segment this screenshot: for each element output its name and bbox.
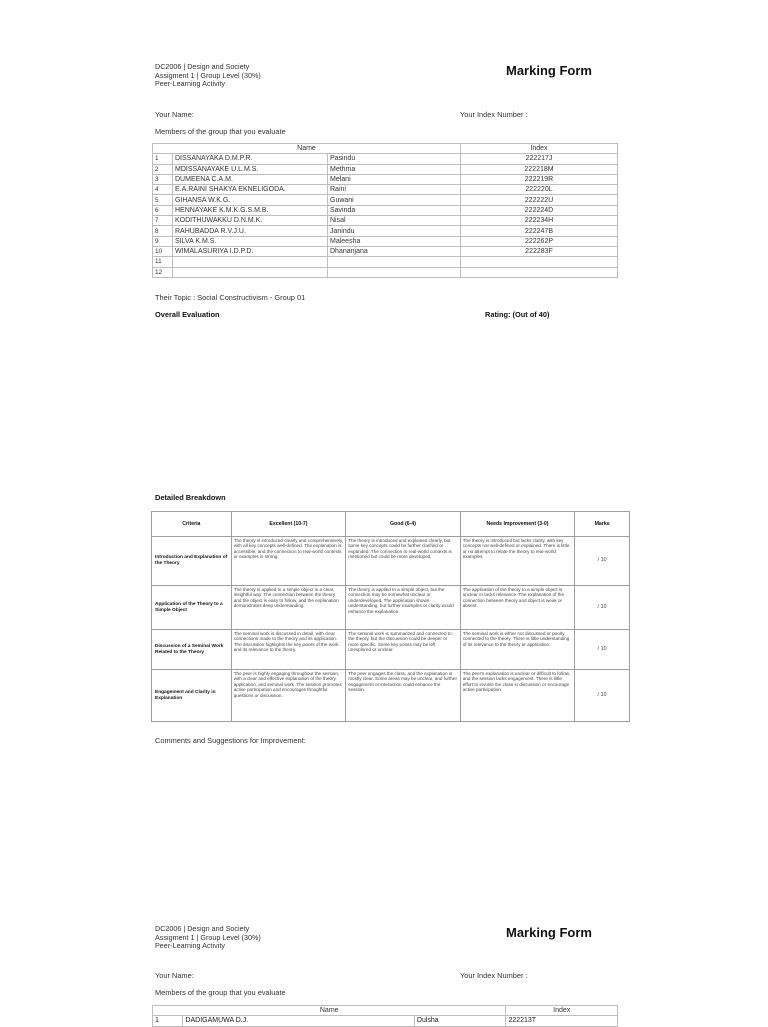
- member-short-name: [328, 267, 461, 277]
- member-full-name: HENNAYAKE K.M.K.G.S.M.B.: [173, 205, 328, 215]
- assignment-line: Assigment 1 | Group Level (30%): [155, 932, 261, 942]
- member-index: 222262P: [461, 236, 618, 246]
- member-number: 10: [153, 246, 173, 256]
- name-column-header: Name: [153, 144, 461, 154]
- good-cell: The theory is introduced and explained clearly, but some key concepts could be further clarified or expanded. The connection to real-world contexts is mentioned but could be more developed.: [346, 537, 461, 586]
- excellent-header: Excellent (10-7): [231, 512, 346, 537]
- member-number: 6: [153, 205, 173, 215]
- form-title-page2: Marking Form: [506, 925, 592, 940]
- course-code-line: DC2006 | Design and Society: [155, 62, 250, 71]
- needs-improvement-header: Needs Improvement (3-0): [460, 512, 574, 537]
- marks-cell: / 10: [575, 670, 630, 722]
- member-number: 11: [153, 257, 173, 267]
- member-row: [153, 195, 618, 205]
- member-number: 3: [153, 174, 173, 184]
- rubric-header-row: [152, 512, 630, 537]
- marks-header: Marks: [575, 512, 630, 537]
- comments-label: Comments and Suggestions for Improvement:: [155, 736, 306, 745]
- member-short-name: Guwani: [328, 195, 461, 205]
- form-title: Marking Form: [506, 63, 592, 78]
- excellent-cell: The theory is introduced clearly and comprehensively, with all key concepts well-defined. The explanation is accessible, and the connection to real-world contexts or examples is strong.: [231, 537, 346, 586]
- excellent-cell: The peer is highly engaging throughout the session, with a clear and effective explanation of the theory, application, and seminal work. The session promotes active participation and encourages thoughtful questions or discussion.: [231, 670, 346, 722]
- criteria-cell: Introduction and Explanation of the Theory: [152, 537, 232, 586]
- member-short-name: Savinda: [328, 205, 461, 215]
- member-number: 4: [153, 185, 173, 195]
- course-info-page2: [155, 925, 261, 951]
- member-row: [153, 205, 618, 215]
- member-short-name: Nisal: [328, 216, 461, 226]
- member-index: 222213T: [506, 1016, 618, 1026]
- topic-line: Their Topic : Social Constructivism - Group 01: [155, 293, 306, 302]
- member-number: 5: [153, 195, 173, 205]
- detailed-breakdown-heading: Detailed Breakdown: [155, 493, 226, 502]
- member-index: 222219R: [461, 174, 618, 184]
- member-index: 222224D: [461, 205, 618, 215]
- member-short-name: Methma: [328, 164, 461, 174]
- rubric-row: [152, 586, 630, 630]
- members-intro: Members of the group that you evaluate: [155, 127, 286, 136]
- course-code-line: DC2006 | Design and Society: [155, 924, 250, 933]
- members-table: [152, 143, 618, 278]
- marks-cell: / 10: [575, 630, 630, 670]
- members-table-page2: [152, 1005, 618, 1027]
- member-full-name: DUMEENA C.A.M.: [173, 174, 328, 184]
- activity-line: Peer-Learning Activity: [155, 941, 225, 951]
- member-index: 222234H: [461, 216, 618, 226]
- needs-improvement-cell: The peer's explanation is unclear or difficult to follow, and the session lacks engagement. There is little effort to involve the class in discussion or encourage active participation.: [460, 670, 574, 722]
- member-index: 222283F: [461, 246, 618, 256]
- member-full-name: E.A.RAINI SHAKYA EKNELIGODA.: [173, 185, 328, 195]
- member-number: 9: [153, 236, 173, 246]
- member-index: 222247B: [461, 226, 618, 236]
- members-header-row: [153, 144, 618, 154]
- your-index-label-page2: Your Index Number :: [460, 971, 528, 980]
- member-index: [461, 257, 618, 267]
- member-full-name: [173, 267, 328, 277]
- member-short-name: Dhananjana: [328, 246, 461, 256]
- member-full-name: SILVA K.M.S.: [173, 236, 328, 246]
- member-full-name: RAHUBADDA R.V.J.U.: [173, 226, 328, 236]
- member-short-name: Maleesha: [328, 236, 461, 246]
- member-short-name: Pasindu: [328, 154, 461, 164]
- rubric-row: [152, 537, 630, 586]
- rubric-table: [151, 511, 630, 722]
- member-row: [153, 246, 618, 256]
- criteria-cell: Discussion of a Seminal Work Related to the Theory: [152, 630, 232, 670]
- excellent-cell: The seminal work is discussed in detail, with clear connections made to the theory and its application. The discussion highlights the key points of the work and its relevance to the theory.: [231, 630, 346, 670]
- member-row: [153, 267, 618, 277]
- course-info: [155, 63, 261, 89]
- member-number: 1: [153, 1016, 183, 1026]
- member-number: 12: [153, 267, 173, 277]
- good-cell: The peer engages the class, and the explanation is mostly clear. Some areas may be unclear, and further engagement or interaction could enhance the session.: [346, 670, 461, 722]
- member-full-name: [173, 257, 328, 267]
- member-number: 1: [153, 154, 173, 164]
- members-intro-page2: Members of the group that you evaluate: [155, 988, 286, 997]
- your-name-label: Your Name:: [155, 110, 194, 119]
- member-full-name: DISSANAYAKA D.M.P.R.: [173, 154, 328, 164]
- criteria-cell: Application of the Theory to a Simple Object: [152, 586, 232, 630]
- member-number: 2: [153, 164, 173, 174]
- member-full-name: KODITHUWAKKU D.N.M.K.: [173, 216, 328, 226]
- your-index-label: Your Index Number :: [460, 110, 528, 119]
- excellent-cell: The theory is applied to a simple object in a clear, insightful way. The connection between the theory and the object is easy to follow, and the explanation demonstrates deep understanding.: [231, 586, 346, 630]
- member-index: [461, 267, 618, 277]
- needs-improvement-cell: The theory is introduced but lacks clarity, with key concepts not well-defined or explained. There is little or no attempt to relate the theory to real-world examples.: [460, 537, 574, 586]
- member-full-name: DADIGAMUWA D.J.: [183, 1016, 414, 1026]
- good-header: Good (6-4): [346, 512, 461, 537]
- rating-label: Rating: (Out of 40): [485, 310, 550, 319]
- name-column-header: Name: [153, 1006, 506, 1016]
- criteria-cell: Engagement and Clarity in Explanation: [152, 670, 232, 722]
- index-column-header: Index: [461, 144, 618, 154]
- member-row: [153, 226, 618, 236]
- member-row: [153, 257, 618, 267]
- members-header-row: [153, 1006, 618, 1016]
- member-row: [153, 174, 618, 184]
- member-short-name: Melani: [328, 174, 461, 184]
- member-row: [153, 216, 618, 226]
- marks-cell: / 10: [575, 537, 630, 586]
- member-number: 8: [153, 226, 173, 236]
- member-short-name: Dulsha: [414, 1016, 506, 1026]
- needs-improvement-cell: The seminal work is either not discussed or poorly connected to the theory. There is little understanding of its relevance to the theory or application.: [460, 630, 574, 670]
- good-cell: The theory is applied to a simple object, but the connection may be somewhat unclear or underdeveloped. The application shows understanding, but further examples or clarity would enhance the explanation.: [346, 586, 461, 630]
- index-column-header: Index: [506, 1006, 618, 1016]
- member-row: [153, 164, 618, 174]
- member-short-name: [328, 257, 461, 267]
- needs-improvement-cell: The application of the theory to a simple object is unclear or lacks relevance. The explanation of the connection between theory and object is weak or absent.: [460, 586, 574, 630]
- member-number: 7: [153, 216, 173, 226]
- member-index: 222220L: [461, 185, 618, 195]
- member-full-name: MDISSANAYAKE U.L.M.S.: [173, 164, 328, 174]
- member-row: [153, 185, 618, 195]
- criteria-header: Criteria: [152, 512, 232, 537]
- member-full-name: WIMALASURIYA I.D.P.D.: [173, 246, 328, 256]
- member-short-name: Raini: [328, 185, 461, 195]
- member-full-name: GIHANSA W.K.G.: [173, 195, 328, 205]
- member-row: [153, 1016, 618, 1026]
- overall-evaluation-heading: Overall Evaluation: [155, 310, 220, 319]
- marks-cell: / 10: [575, 586, 630, 630]
- good-cell: The seminal work is summarized and connected to the theory, but the discussion could be deeper or more specific. Some key points may be left unexplored or unclear.: [346, 630, 461, 670]
- activity-line: Peer-Learning Activity: [155, 79, 225, 89]
- member-row: [153, 154, 618, 164]
- your-name-label-page2: Your Name:: [155, 971, 194, 980]
- rubric-row: [152, 670, 630, 722]
- member-row: [153, 236, 618, 246]
- member-index: 222218M: [461, 164, 618, 174]
- member-index: 222217J: [461, 154, 618, 164]
- assignment-line: Assigment 1 | Group Level (30%): [155, 70, 261, 80]
- member-short-name: Janindu: [328, 226, 461, 236]
- rubric-row: [152, 630, 630, 670]
- member-index: 222222U: [461, 195, 618, 205]
